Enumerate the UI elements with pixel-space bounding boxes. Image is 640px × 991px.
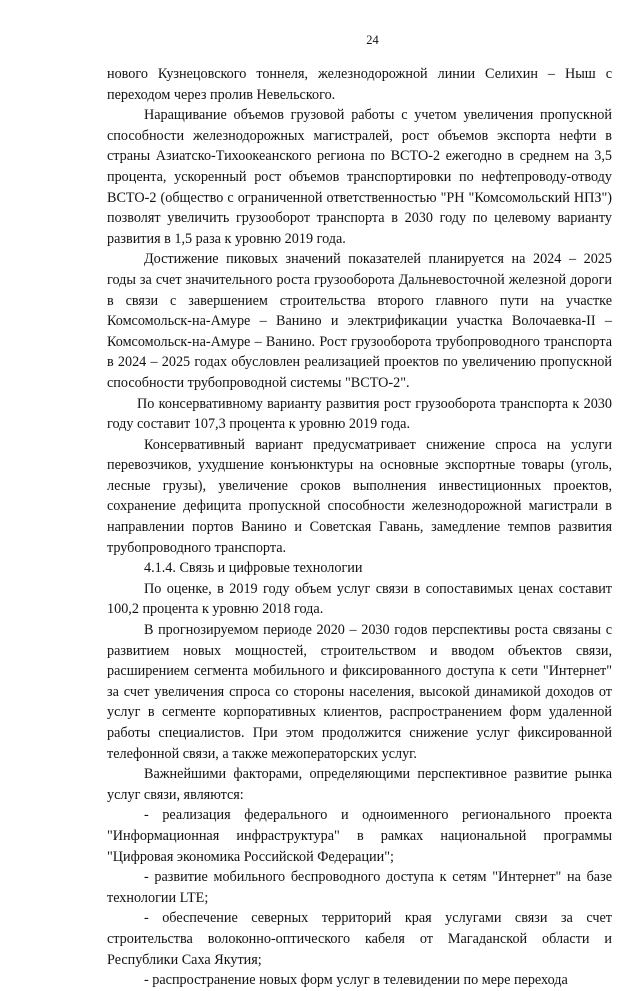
document-body bbox=[107, 64, 612, 991]
document-page bbox=[107, 32, 612, 991]
paragraph-continuation: нового Кузнецовского тоннеля, железнодорожной линии Селихин – Ныш с переходом через пролив Невельского. bbox=[107, 66, 612, 103]
list-item: - реализация федерального и одноименного регионального проекта "Информационная инфраструктура" в рамках национальной программы "Цифровая экономика Российской Федерации"; bbox=[107, 807, 612, 865]
paragraph-peak-values: Достижение пиковых значений показателей планируется на 2024 – 2025 годы за счет значительного роста грузооборота Дальневосточной железной дороги в связи с завершением строительства второго главного пути на участке Комсомольск-на-Амуре – Ванино и электрификации участка Волочаевка-II – Комсомольск-на-Амуре – Ванино. Рост грузооборота трубопроводного транспорта в 2024 – 2025 годах обусловлен реализацией проектов по увеличению пропускной способности трубопроводной системы "ВСТО-2". bbox=[107, 251, 612, 391]
paragraph-freight-growth: Наращивание объемов грузовой работы с учетом увеличения пропускной способности железнодорожных магистралей, рост объемов экспорта нефти в страны Азиатско-Тихоокеанского региона по ВСТО-2 ежегодно в среднем на 3,5 процента, ускоренный рост объемов транспортировки по нефтепроводу-отводу ВСТО-2 (общество с ограниченной ответственностью "РН "Комсомольский НПЗ") позволят увеличить грузооборот транспорта в 2030 году по целевому варианту развития в 1,5 раза к уровню 2019 года. bbox=[107, 107, 612, 247]
paragraph-communication-estimate: По оценке, в 2019 году объем услуг связи в сопоставимых ценах составит 100,2 процента к уровню 2018 года. bbox=[107, 580, 612, 618]
paragraph-conservative-growth: По консервативному варианту развития рост грузооборота транспорта к 2030 году составит 107,3 процента к уровню 2019 года. bbox=[107, 395, 612, 433]
paragraph-key-factors: Важнейшими факторами, определяющими перспективное развитие рынка услуг связи, являются: bbox=[107, 766, 612, 803]
section-heading: 4.1.4. Связь и цифровые технологии bbox=[144, 560, 363, 577]
page-number: 24 bbox=[366, 33, 379, 47]
list-item: - обеспечение северных территорий края услугами связи за счет строительства волоконно-оптического кабеля от Магаданской области и Республики Саха Якутия; bbox=[107, 910, 612, 968]
list-item: - развитие мобильного беспроводного доступа к сетям "Интернет" на базе технологии LTE; bbox=[107, 869, 612, 906]
list-item: - распространение новых форм услуг в телевидении по мере перехода bbox=[144, 972, 568, 989]
paragraph-conservative-scenario: Консервативный вариант предусматривает снижение спроса на услуги перевозчиков, ухудшение конъюнктуры на основные экспортные товары (уголь, лесные грузы), увеличение сроков выполнения инвестиционных проектов, сохранение дефицита пропускной способности железнодорожной магистрали в направлении портов Ванино и Советская Гавань, замедление темпов развития трубопроводного транспорта. bbox=[107, 436, 612, 556]
paragraph-forecast-period: В прогнозируемом периоде 2020 – 2030 годов перспективы роста связаны с развитием новых мощностей, строительством и вводом объектов связи, расширением сегмента мобильного и фиксированного доступа к сети "Интернет" за счет увеличения спроса со стороны населения, высокой динамикой доходов от услуг в сегменте корпоративных клиентов, распространением форм удаленной работы специалистов. При этом продолжится снижение услуг фиксированной телефонной связи, а также межоператорских услуг. bbox=[107, 622, 612, 762]
